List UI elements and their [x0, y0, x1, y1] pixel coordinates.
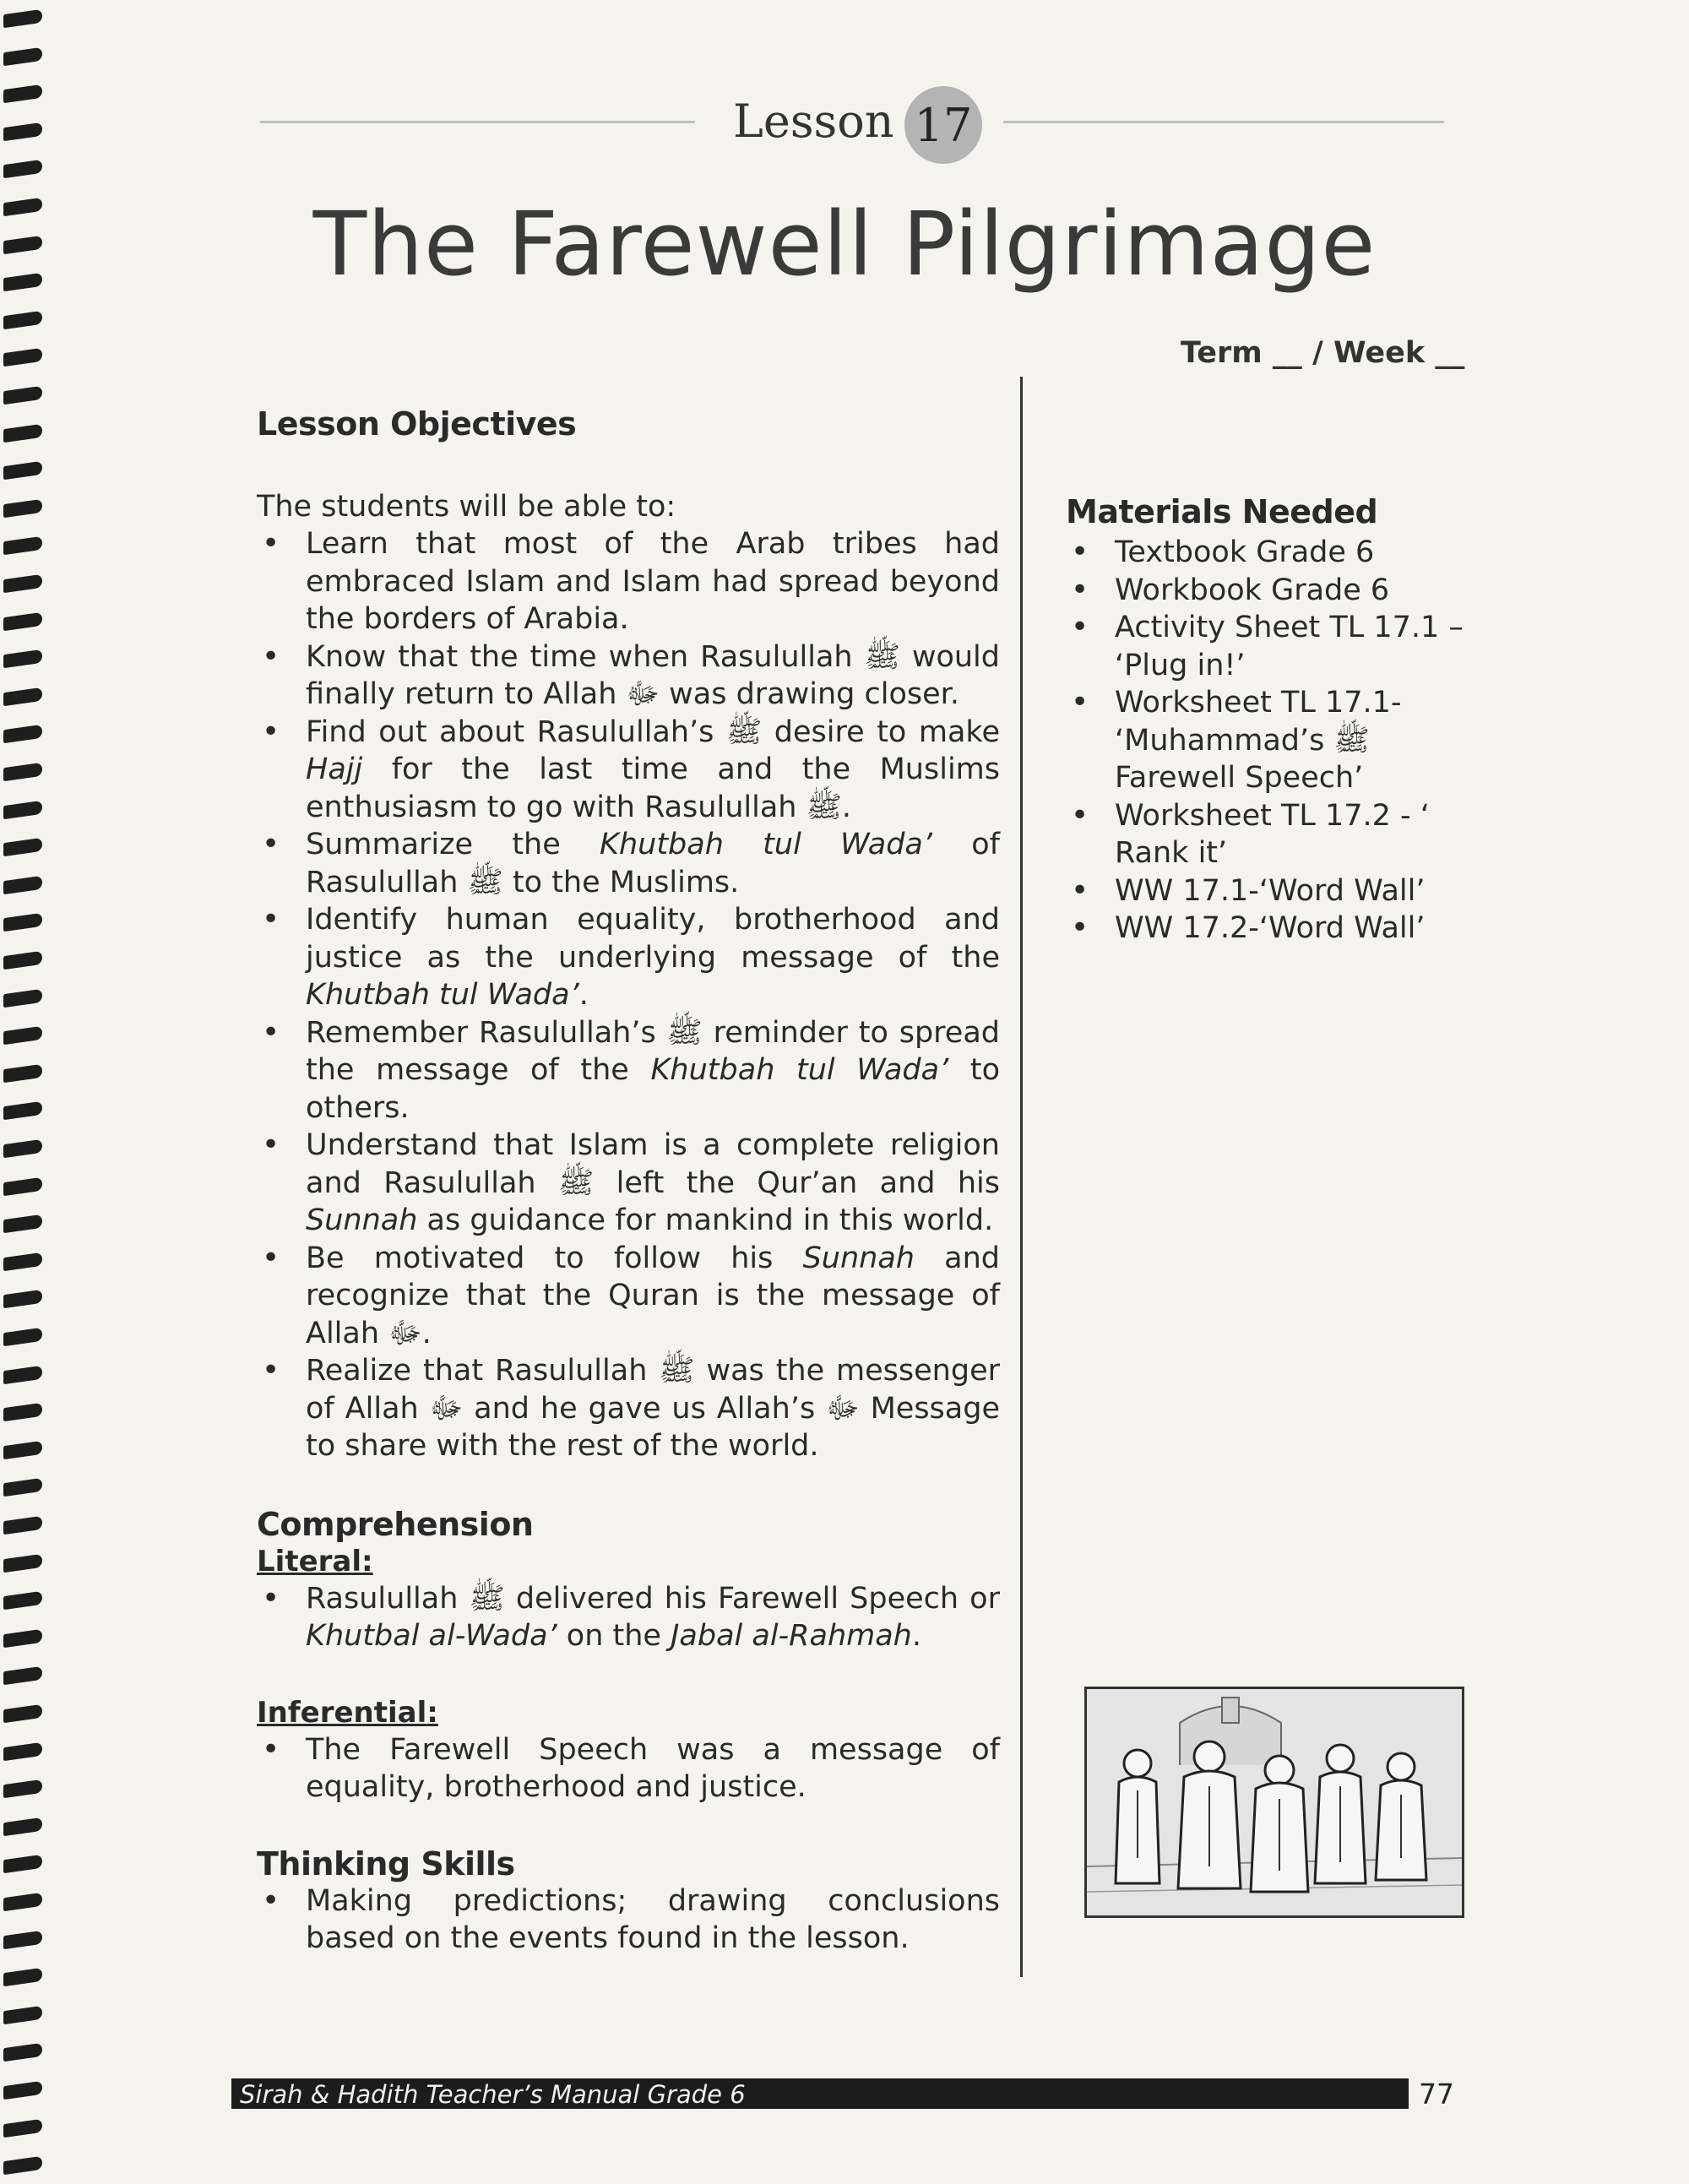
- objective-item: • Be motivated to follow his Sunnah and recognize that the Quran is the message of Allah ﷻ.: [257, 1240, 1000, 1353]
- binding-coil: [3, 2043, 42, 2062]
- binding-coil: [3, 1779, 42, 1798]
- binding-coil: [3, 1441, 42, 1459]
- page-title: The Farewell Pilgrimage: [312, 193, 1377, 296]
- lesson-label: Lesson: [733, 95, 894, 148]
- binding-coil: [3, 423, 42, 442]
- binding-coil: [3, 1516, 42, 1535]
- binding-coil: [3, 1629, 42, 1648]
- lesson-number-badge: 17: [904, 86, 982, 164]
- binding-coil: [3, 1139, 42, 1158]
- binding-coil: [3, 46, 42, 65]
- binding-coil: [3, 951, 42, 970]
- header-rule-right: [1003, 121, 1444, 123]
- binding-coil: [3, 649, 42, 668]
- binding-coil: [3, 1741, 42, 1760]
- objectives-intro: The students will be able to:: [257, 490, 676, 524]
- page-number: 77: [1419, 2078, 1454, 2111]
- term-week-label: Term __ / Week __: [1181, 336, 1465, 370]
- binding-coil: [3, 1817, 42, 1836]
- literal-list: [257, 1580, 1000, 1655]
- spiral-binding: [0, 0, 51, 2184]
- binding-coil: [3, 2118, 42, 2137]
- header-rule-left: [260, 121, 695, 123]
- binding-coil: [3, 9, 42, 28]
- materials-heading: Materials Needed: [1066, 493, 1378, 530]
- binding-coil: [3, 988, 42, 1007]
- binding-coil: [3, 1365, 42, 1383]
- binding-coil: [3, 122, 42, 141]
- objective-item: • Realize that Rasulullah ﷺ was the messenger of Allah ﷻ and he gave us Allah’s ﷻ Message to share with the rest of the world.: [257, 1352, 1000, 1465]
- binding-coil: [3, 1252, 42, 1271]
- material-item: • Textbook Grade 6: [1066, 534, 1471, 572]
- binding-coil: [3, 913, 42, 932]
- binding-coil: [3, 1403, 42, 1421]
- objectives-list: [257, 525, 1000, 1465]
- left-column: [257, 405, 1000, 1958]
- objective-item: • Learn that most of the Arab tribes had embraced Islam and Islam had spread beyond the borders of Arabia.: [257, 525, 1000, 638]
- binding-coil: [3, 1328, 42, 1346]
- inferential-list: [257, 1731, 1000, 1806]
- binding-coil: [3, 876, 42, 894]
- binding-coil: [3, 84, 42, 103]
- binding-coil: [3, 1704, 42, 1723]
- objective-item: • Remember Rasulullah’s ﷺ reminder to spread the message of the Khutbah tul Wada’ to others.: [257, 1014, 1000, 1127]
- binding-coil: [3, 311, 42, 329]
- binding-coil: [3, 687, 42, 706]
- objective-item: • Identify human equality, brotherhood and justice as the underlying message of the Khutbah tul Wada’.: [257, 901, 1000, 1014]
- objective-item: • Understand that Islam is a complete religion and Rasulullah ﷺ left the Qur’an and his Sunnah as guidance for mankind in this world.: [257, 1127, 1000, 1240]
- binding-coil: [3, 1214, 42, 1233]
- lesson-header: [260, 91, 1444, 159]
- material-item: • Activity Sheet TL 17.1 – ‘Plug in!’: [1066, 609, 1471, 684]
- binding-coil: [3, 1290, 42, 1308]
- binding-coil: [3, 574, 42, 593]
- objectives-heading: Lesson Objectives: [257, 405, 577, 443]
- binding-coil: [3, 1893, 42, 1911]
- objective-item: • Summarize the Khutbah tul Wada’ of Rasulullah ﷺ to the Muslims.: [257, 826, 1000, 901]
- binding-coil: [3, 1478, 42, 1497]
- binding-coil: [3, 1064, 42, 1083]
- binding-coil: [3, 2006, 42, 2024]
- thinking-skills-list: [257, 1882, 1000, 1958]
- binding-coil: [3, 2081, 42, 2100]
- binding-coil: [3, 1101, 42, 1120]
- inferential-label: Inferential:: [257, 1695, 438, 1730]
- comprehension-heading: Comprehension: [257, 1505, 534, 1543]
- binding-coil: [3, 800, 42, 818]
- materials-list: [1066, 534, 1471, 948]
- literal-label: Literal:: [257, 1544, 373, 1578]
- material-item: • Worksheet TL 17.2 - ‘ Rank it’: [1066, 797, 1471, 872]
- binding-coil: [3, 1553, 42, 1572]
- binding-coil: [3, 536, 42, 555]
- figures-illustration: [1084, 1687, 1464, 1918]
- binding-coil: [3, 1930, 42, 1948]
- binding-coil: [3, 461, 42, 480]
- binding-coil: [3, 348, 42, 367]
- binding-coil: [3, 386, 42, 405]
- objective-item: • Find out about Rasulullah’s ﷺ desire to make Hajj for the last time and the Muslims enthusiasm to go with Rasulullah ﷺ.: [257, 714, 1000, 827]
- material-item: • Workbook Grade 6: [1066, 572, 1471, 610]
- binding-coil: [3, 763, 42, 781]
- material-item: • Worksheet TL 17.1- ‘Muhammad’s ﷺ Farewell Speech’: [1066, 684, 1471, 797]
- binding-coil: [3, 1026, 42, 1045]
- literal-item: • Rasulullah ﷺ delivered his Farewell Speech or Khutbal al-Wada’ on the Jabal al-Rahmah.: [257, 1580, 1000, 1655]
- footer-bar: [231, 2078, 1409, 2109]
- thinking-skills-heading: Thinking Skills: [257, 1844, 515, 1882]
- objective-item: • Know that the time when Rasulullah ﷺ would finally return to Allah ﷻ was drawing closer.: [257, 638, 1000, 714]
- material-item: • WW 17.2-‘Word Wall’: [1066, 910, 1471, 948]
- inferential-item: • The Farewell Speech was a message of equality, brotherhood and justice.: [257, 1731, 1000, 1806]
- binding-coil: [3, 499, 42, 518]
- binding-coil: [3, 1968, 42, 1986]
- binding-coil: [3, 838, 42, 856]
- column-divider: [1020, 377, 1023, 1977]
- binding-coil: [3, 1176, 42, 1195]
- binding-coil: [3, 725, 42, 743]
- material-item: • WW 17.1-‘Word Wall’: [1066, 872, 1471, 910]
- right-column: [1066, 493, 1471, 948]
- binding-coil: [3, 160, 42, 178]
- binding-coil: [3, 611, 42, 630]
- binding-coil: [3, 1855, 42, 1873]
- binding-coil: [3, 2156, 42, 2175]
- binding-coil: [3, 1666, 42, 1685]
- thinking-skills-item: • Making predictions; drawing conclusions based on the events found in the lesson.: [257, 1882, 1000, 1958]
- footer-manual-title: Sirah & Hadith Teacher’s Manual Grade 6: [240, 2080, 746, 2109]
- binding-coil: [3, 1591, 42, 1610]
